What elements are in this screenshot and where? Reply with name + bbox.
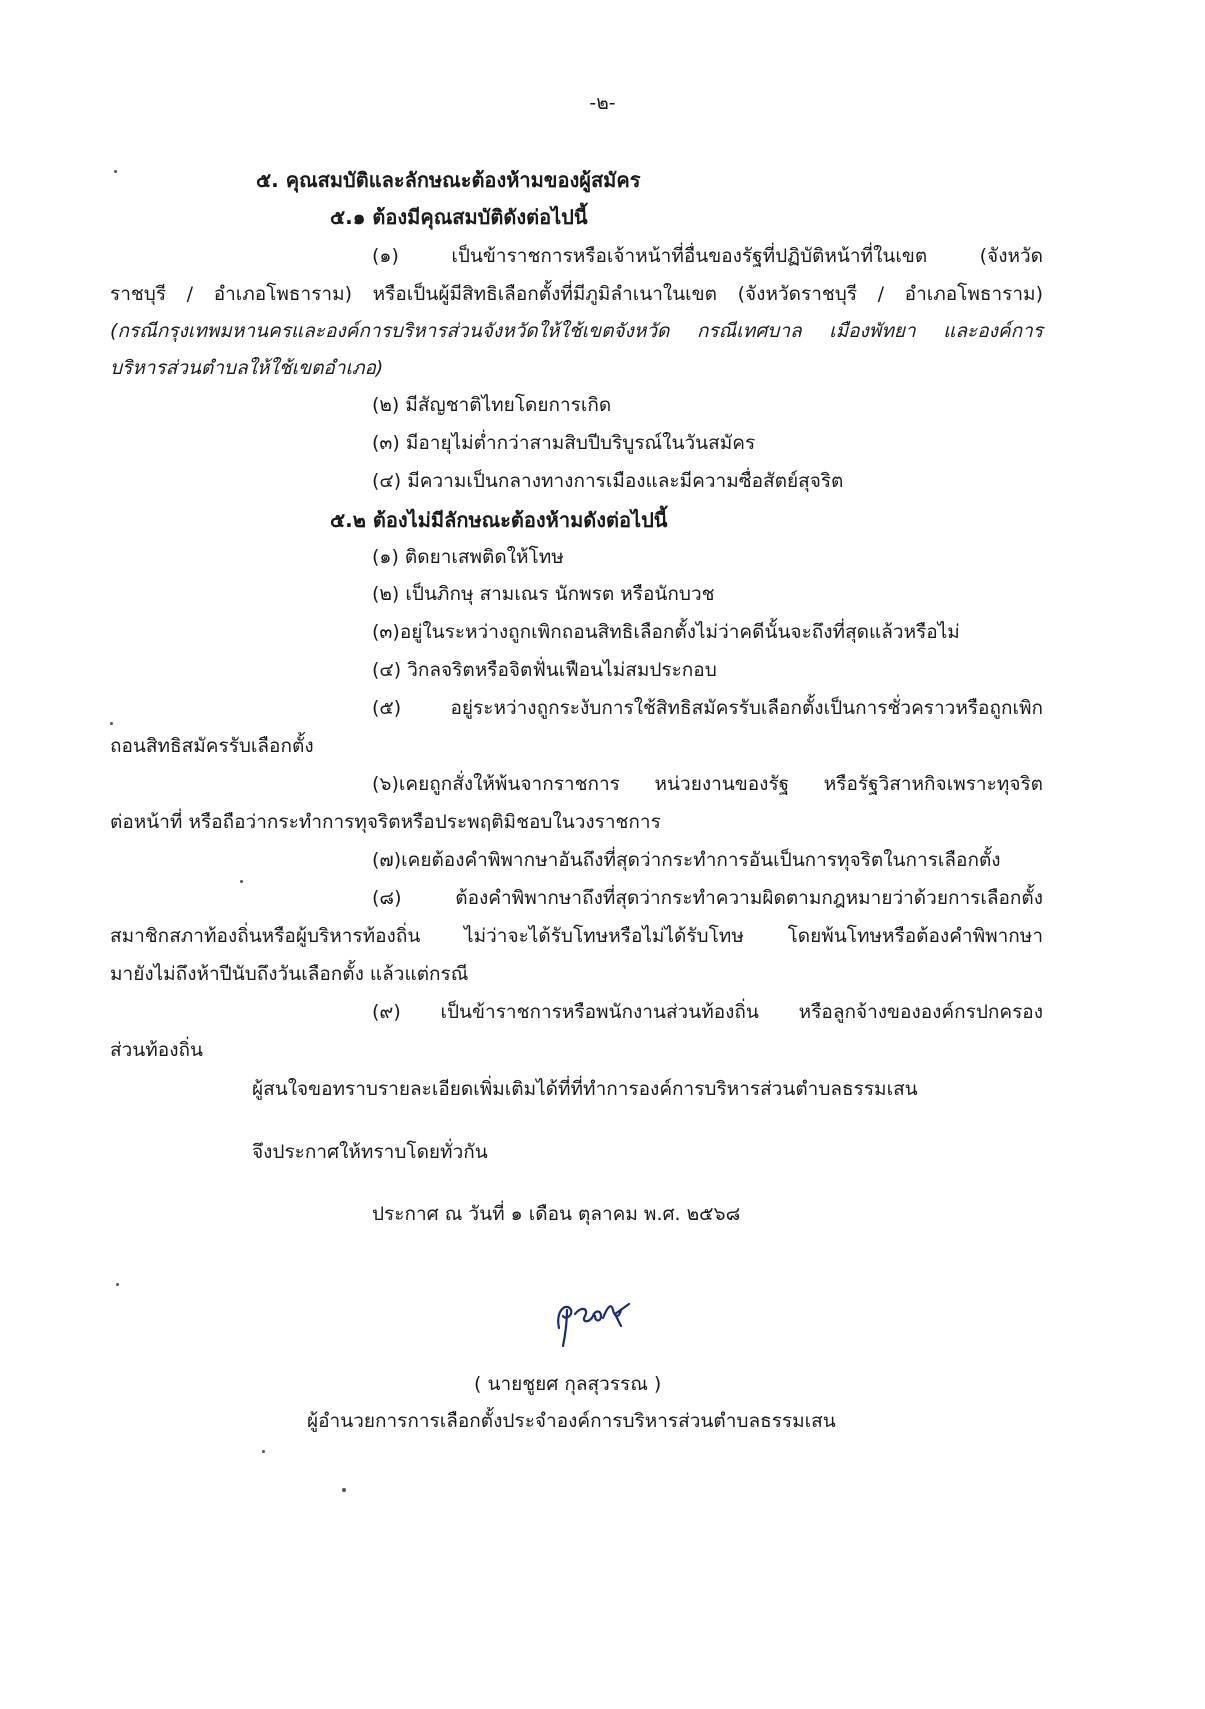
scan-speck [262,1450,265,1453]
s51-item3: (๓) มีอายุไม่ต่ำกว่าสามสิบปีบริบูรณ์ในวันสมัคร [372,432,756,454]
s52-item8-line1: (๘) ต้องคำพิพากษาถึงที่สุดว่ากระทำความผิดตามกฎหมายว่าด้วยการเลือกตั้ง [372,887,1043,909]
s52-item6-line1: (๖)เคยถูกสั่งให้พ้นจากราชการ หน่วยงานของรัฐ หรือรัฐวิสาหกิจเพราะทุจริต [372,773,1043,795]
s51-item4: (๔) มีความเป็นกลางทางการเมืองและมีความซื่อสัตย์สุจริต [372,470,844,492]
s51-item1-note-line1: (กรณีกรุงเทพมหานครและองค์การบริหารส่วนจังหวัดให้ใช้เขตจังหวัด กรณีเทศบาล เมืองพัทยา และองค์การ [110,320,1043,342]
scan-speck [240,880,243,883]
signature-image [545,1280,635,1350]
scan-speck [116,1283,119,1286]
signatory-name: ( นายชูยศ กุลสุวรรณ ) [474,1373,662,1395]
section5-2-heading: ๕.๒ ต้องไม่มีลักษณะต้องห้ามดังต่อไปนี้ [330,508,668,532]
s52-item5-line2: ถอนสิทธิสมัครรับเลือกตั้ง [110,735,314,757]
s52-item2: (๒) เป็นภิกษุ สามเณร นักพรต หรือนักบวช [372,583,715,605]
s52-item5-line1: (๕) อยู่ระหว่างถูกระงับการใช้สิทธิสมัครรับเลือกตั้งเป็นการชั่วคราวหรือถูกเพิก [372,697,1043,719]
s52-item3: (๓)อยู่ในระหว่างถูกเพิกถอนสิทธิเลือกตั้งไม่ว่าคดีนั้นจะถึงที่สุดแล้วหรือไม่ [372,621,960,643]
s51-item1-note-line2: บริหารส่วนตำบลให้ใช้เขตอำเภอ) [110,357,384,379]
section5-heading: ๕. คุณสมบัติและลักษณะต้องห้ามของผู้สมัคร [256,168,641,192]
s52-item1: (๑) ติดยาเสพติดให้โทษ [372,546,564,568]
s51-item1-line1: (๑) เป็นข้าราชการหรือเจ้าหน้าที่อื่นของรัฐที่ปฏิบัติหน้าที่ในเขต (จังหวัด [372,245,1043,267]
s52-item7: (๗)เคยต้องคำพิพากษาอันถึงที่สุดว่ากระทำการอันเป็นการทุจริตในการเลือกตั้ง [372,849,1001,871]
s52-item9-line1: (๙) เป็นข้าราชการหรือพนักงานส่วนท้องถิ่น หรือลูกจ้างขององค์กรปกครอง [372,1001,1043,1023]
s52-item8-line2: สมาชิกสภาท้องถิ่นหรือผู้บริหารท้องถิ่น ไม่ว่าจะได้รับโทษหรือไม่ได้รับโทษ โดยพ้นโทษหรือต้องคำพิพากษา [110,925,1043,947]
announcement-date: ประกาศ ณ วันที่ ๑ เดือน ตุลาคม พ.ศ. ๒๕๖๘ [372,1203,741,1225]
page-number: -๒- [589,92,616,114]
s51-item2: (๒) มีสัญชาติไทยโดยการเกิด [372,394,612,416]
contact-text: ผู้สนใจขอทราบรายละเอียดเพิ่มเติมได้ที่ที่ทำการองค์การบริหารส่วนตำบลธรรมเสน [252,1078,918,1100]
scan-speck [110,722,113,725]
section5-1-heading: ๕.๑ ต้องมีคุณสมบัติดังต่อไปนี้ [330,205,588,229]
announce-text: จึงประกาศให้ทราบโดยทั่วกัน [252,1141,488,1163]
s51-item1-line2: ราชบุรี / อำเภอโพธาราม) หรือเป็นผู้มีสิทธิเลือกตั้งที่มีภูมิลำเนาในเขต (จังหวัดราชบุรี / อำเภอโพธาราม) [110,283,1043,305]
signatory-position: ผู้อำนวยการการเลือกตั้งประจำองค์การบริหารส่วนตำบลธรรมเสน [307,1410,836,1432]
s52-item8-line3: มายังไม่ถึงห้าปีนับถึงวันเลือกตั้ง แล้วแต่กรณี [110,963,469,985]
s52-item9-line2: ส่วนท้องถิ่น [110,1039,203,1061]
s52-item4: (๔) วิกลจริตหรือจิตฟั่นเฟือนไม่สมประกอบ [372,659,717,681]
s52-item6-line2: ต่อหน้าที่ หรือถือว่ากระทำการทุจริตหรือประพฤติมิชอบในวงราชการ [110,811,661,833]
scan-speck [342,1488,346,1492]
scan-speck [114,170,117,173]
